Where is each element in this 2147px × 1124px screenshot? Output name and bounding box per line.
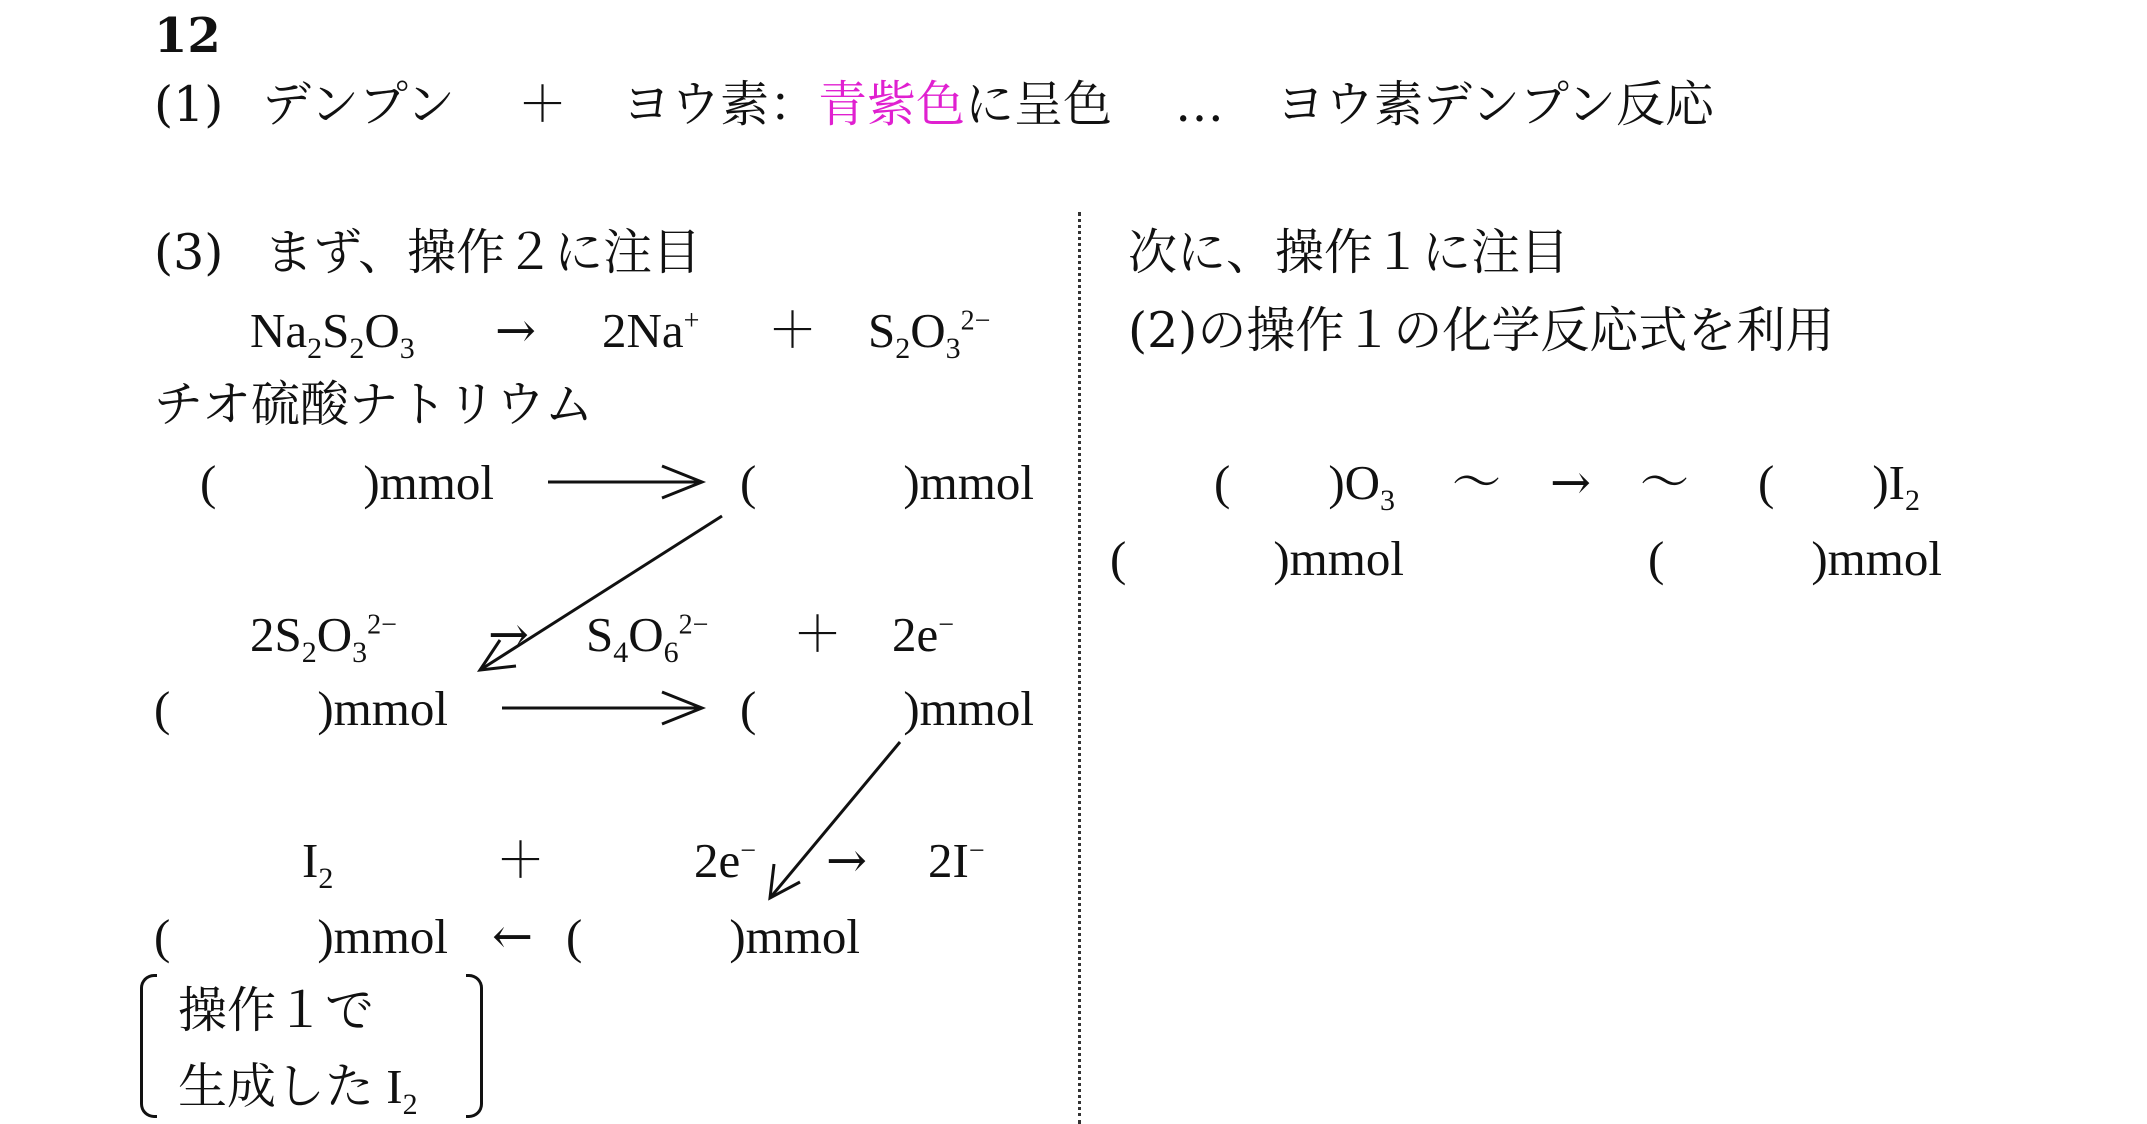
part3-label: (3) <box>154 224 224 281</box>
eq2-plus: ＋ <box>793 606 843 663</box>
eq1-product-thiosulfate: $S_2O_3^{2-}$ <box>868 303 991 365</box>
eq3-iodide: 2I− <box>928 833 985 888</box>
row1-left-mmol: ( )mmol <box>200 455 494 510</box>
row3-right-mmol: ( )mmol <box>566 909 860 964</box>
row3-arrow: ← <box>492 908 534 965</box>
ozone-amount: ( )$O_3$ <box>1214 455 1396 517</box>
ellipsis: … <box>1175 76 1224 133</box>
diag2-arrow-line <box>770 742 900 898</box>
diag1-arrow-line <box>480 516 722 670</box>
color-suffix-text: に呈色 <box>965 76 1113 133</box>
eq3-arrow: → <box>826 832 868 889</box>
note-line-2: 生成した $I_2$ <box>178 1059 418 1121</box>
eq3-iodine: $I_2$ <box>302 833 334 895</box>
row3-left-mmol: ( )mmol <box>154 909 448 964</box>
part3-heading: まず、操作２に注目 <box>264 224 702 281</box>
right-mmol-right: ( )mmol <box>1648 531 1942 586</box>
part1-label: (1) <box>154 76 224 133</box>
row2-right-mmol: ( )mmol <box>740 681 1034 736</box>
starch-text: デンプン <box>262 76 456 133</box>
iodine-amount: ( )$I_2$ <box>1758 455 1920 517</box>
eq3-electrons: 2e− <box>694 833 757 888</box>
right-subheading: (2)の操作１の化学反応式を利用 <box>1128 302 1835 359</box>
eq2-reactant: $2S_2O_3^{2-}$ <box>250 607 397 669</box>
iodine-starch-reaction-name: ヨウ素デンプン反応 <box>1276 76 1715 133</box>
eq2-arrow: → <box>488 606 530 663</box>
note-line-1: 操作１で <box>178 982 375 1039</box>
eq2-electrons: 2e− <box>892 607 955 662</box>
plus-sign: ＋ <box>518 76 568 133</box>
eq2-product: $S_4O_6^{2-}$ <box>586 607 709 669</box>
eq1-plus: ＋ <box>768 302 818 359</box>
iodine-text: ヨウ素： <box>622 76 819 133</box>
right-heading: 次に、操作１に注目 <box>1128 224 1570 281</box>
eq1-arrow: → <box>495 302 537 359</box>
right-mmol-left: ( )mmol <box>1110 531 1404 586</box>
relation-separator: 〜 → 〜 <box>1452 454 1690 511</box>
blue-violet-color-text: 青紫色 <box>818 76 966 133</box>
row1-right-mmol: ( )mmol <box>740 455 1034 510</box>
compound-name: チオ硫酸ナトリウム <box>154 376 594 433</box>
row2-left-mmol: ( )mmol <box>154 681 448 736</box>
eq3-plus: ＋ <box>496 832 546 889</box>
eq1-product-na: 2Na+ <box>602 303 700 358</box>
eq1-reactant: $Na_2S_2O_3$ <box>250 303 415 365</box>
problem-number: 12 <box>154 8 221 64</box>
